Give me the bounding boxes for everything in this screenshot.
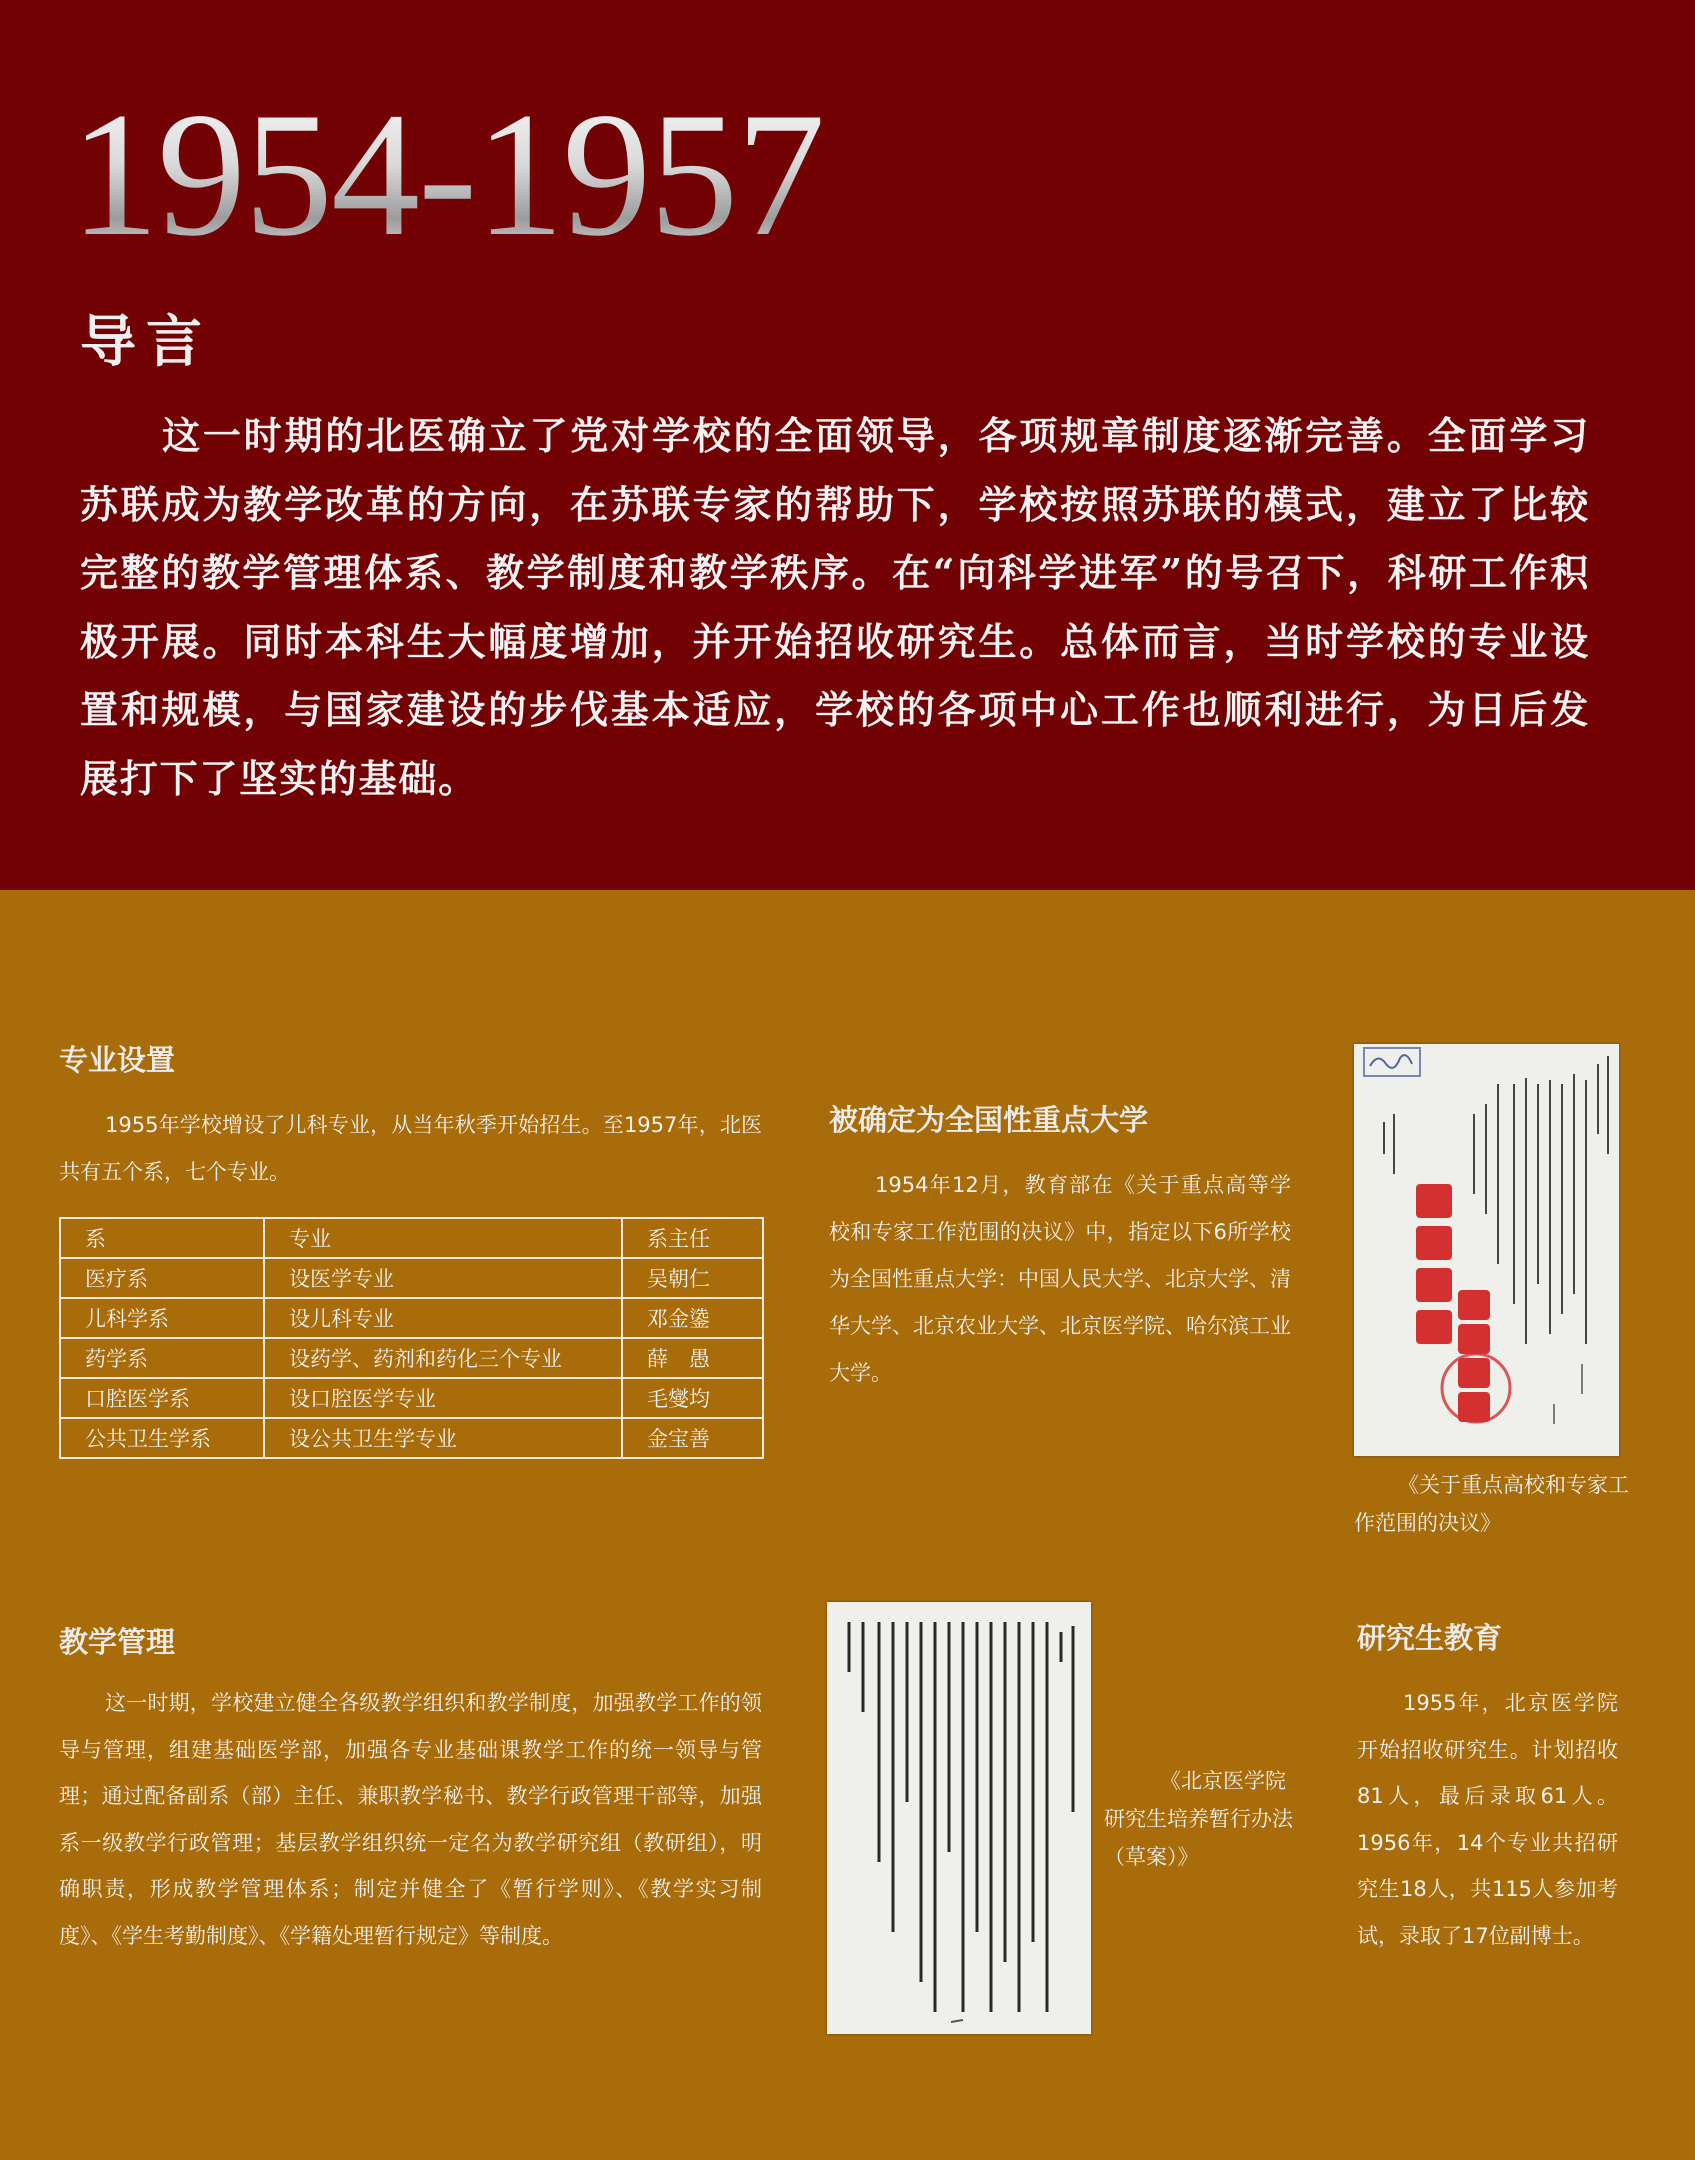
table-cell: 设药学、药剂和药化三个专业 [264,1338,622,1378]
majors-title: 专业设置 [59,1043,176,1077]
table-cell: 药学系 [60,1338,264,1378]
table-cell: 邓金鍌 [622,1298,763,1338]
decision-document-caption: 《关于重点高校和专家工作范围的决议》 [1354,1473,1629,1535]
table-cell: 设儿科专业 [264,1298,622,1338]
decision-document-photo [1354,1044,1619,1456]
graduate-text: 1955年，北京医学院开始招收研究生。计划招收81人，最后录取61人。1956年，14个专业共招研究生18人，共115人参加考试，录取了17位副博士。 [1357,1691,1618,1948]
table-cell: 医疗系 [60,1258,264,1298]
key-university-title: 被确定为全国性重点大学 [829,1103,1149,1137]
teaching-title: 教学管理 [59,1625,176,1659]
teaching-text: 这一时期，学校建立健全各级教学组织和教学制度，加强教学工作的领导与管理，组建基础医学部，加强各专业基础课教学工作的统一领导与管理；通过配备副系（部）主任、兼职教学秘书、教学行政管理干部等，加强系一级教学行政管理；基层教学组织统一定名为教学研究组（教研组），明确职责，形成教学管理体系；制定并健全了《暂行学则》、《教学实习制度》、《学生考勤制度》、《学籍处理暂行规定》等制度。 [59,1691,762,1948]
graduate-regulation-photo [827,1602,1091,2034]
table-cell: 吴朝仁 [622,1258,763,1298]
intro-text: 这一时期的北医确立了党对学校的全面领导，各项规章制度逐渐完善。全面学习苏联成为教学改革的方向，在苏联专家的帮助下，学校按照苏联的模式，建立了比较完整的教学管理体系、教学制度和教学秩序。在“向科学进军”的号召下，科研工作积极开展。同时本科生大幅度增加，并开始招收研究生。总体而言，当时学校的专业设置和规模，与国家建设的步伐基本适应，学校的各项中心工作也顺利进行，为日后发展打下了坚实的基础。 [80,413,1590,801]
period-title: 1954-1957 [70,75,824,273]
table-cell: 设医学专业 [264,1258,622,1298]
graduate-regulation-caption: 《北京医学院研究生培养暂行办法（草案）》 [1104,1769,1293,1869]
table-row [60,1298,763,1338]
intro-title: 导言 [80,309,212,375]
table-row [60,1378,763,1418]
table-cell: 设口腔医学专业 [264,1378,622,1418]
table-cell: 公共卫生学系 [60,1418,264,1458]
table-header-cell: 专业 [264,1218,622,1258]
table-row [60,1338,763,1378]
table-cell: 毛燮均 [622,1378,763,1418]
table-header-cell: 系 [60,1218,264,1258]
majors-table [59,1217,764,1459]
table-cell: 设公共卫生学专业 [264,1418,622,1458]
table-row [60,1418,763,1458]
key-university-text: 1954年12月，教育部在《关于重点高等学校和专家工作范围的决议》中，指定以下6所学校为全国性重点大学：中国人民大学、北京大学、清华大学、北京农业大学、北京医学院、哈尔滨工业大学。 [829,1173,1291,1385]
majors-text: 1955年学校增设了儿科专业，从当年秋季开始招生。至1957年，北医共有五个系，七个专业。 [59,1113,762,1184]
table-cell: 金宝善 [622,1418,763,1458]
table-row [60,1258,763,1298]
table-cell: 薛 愚 [622,1338,763,1378]
graduate-title: 研究生教育 [1357,1621,1503,1655]
table-cell: 口腔医学系 [60,1378,264,1418]
table-header-cell: 系主任 [622,1218,763,1258]
table-header-row [60,1218,763,1258]
table-cell: 儿科学系 [60,1298,264,1338]
